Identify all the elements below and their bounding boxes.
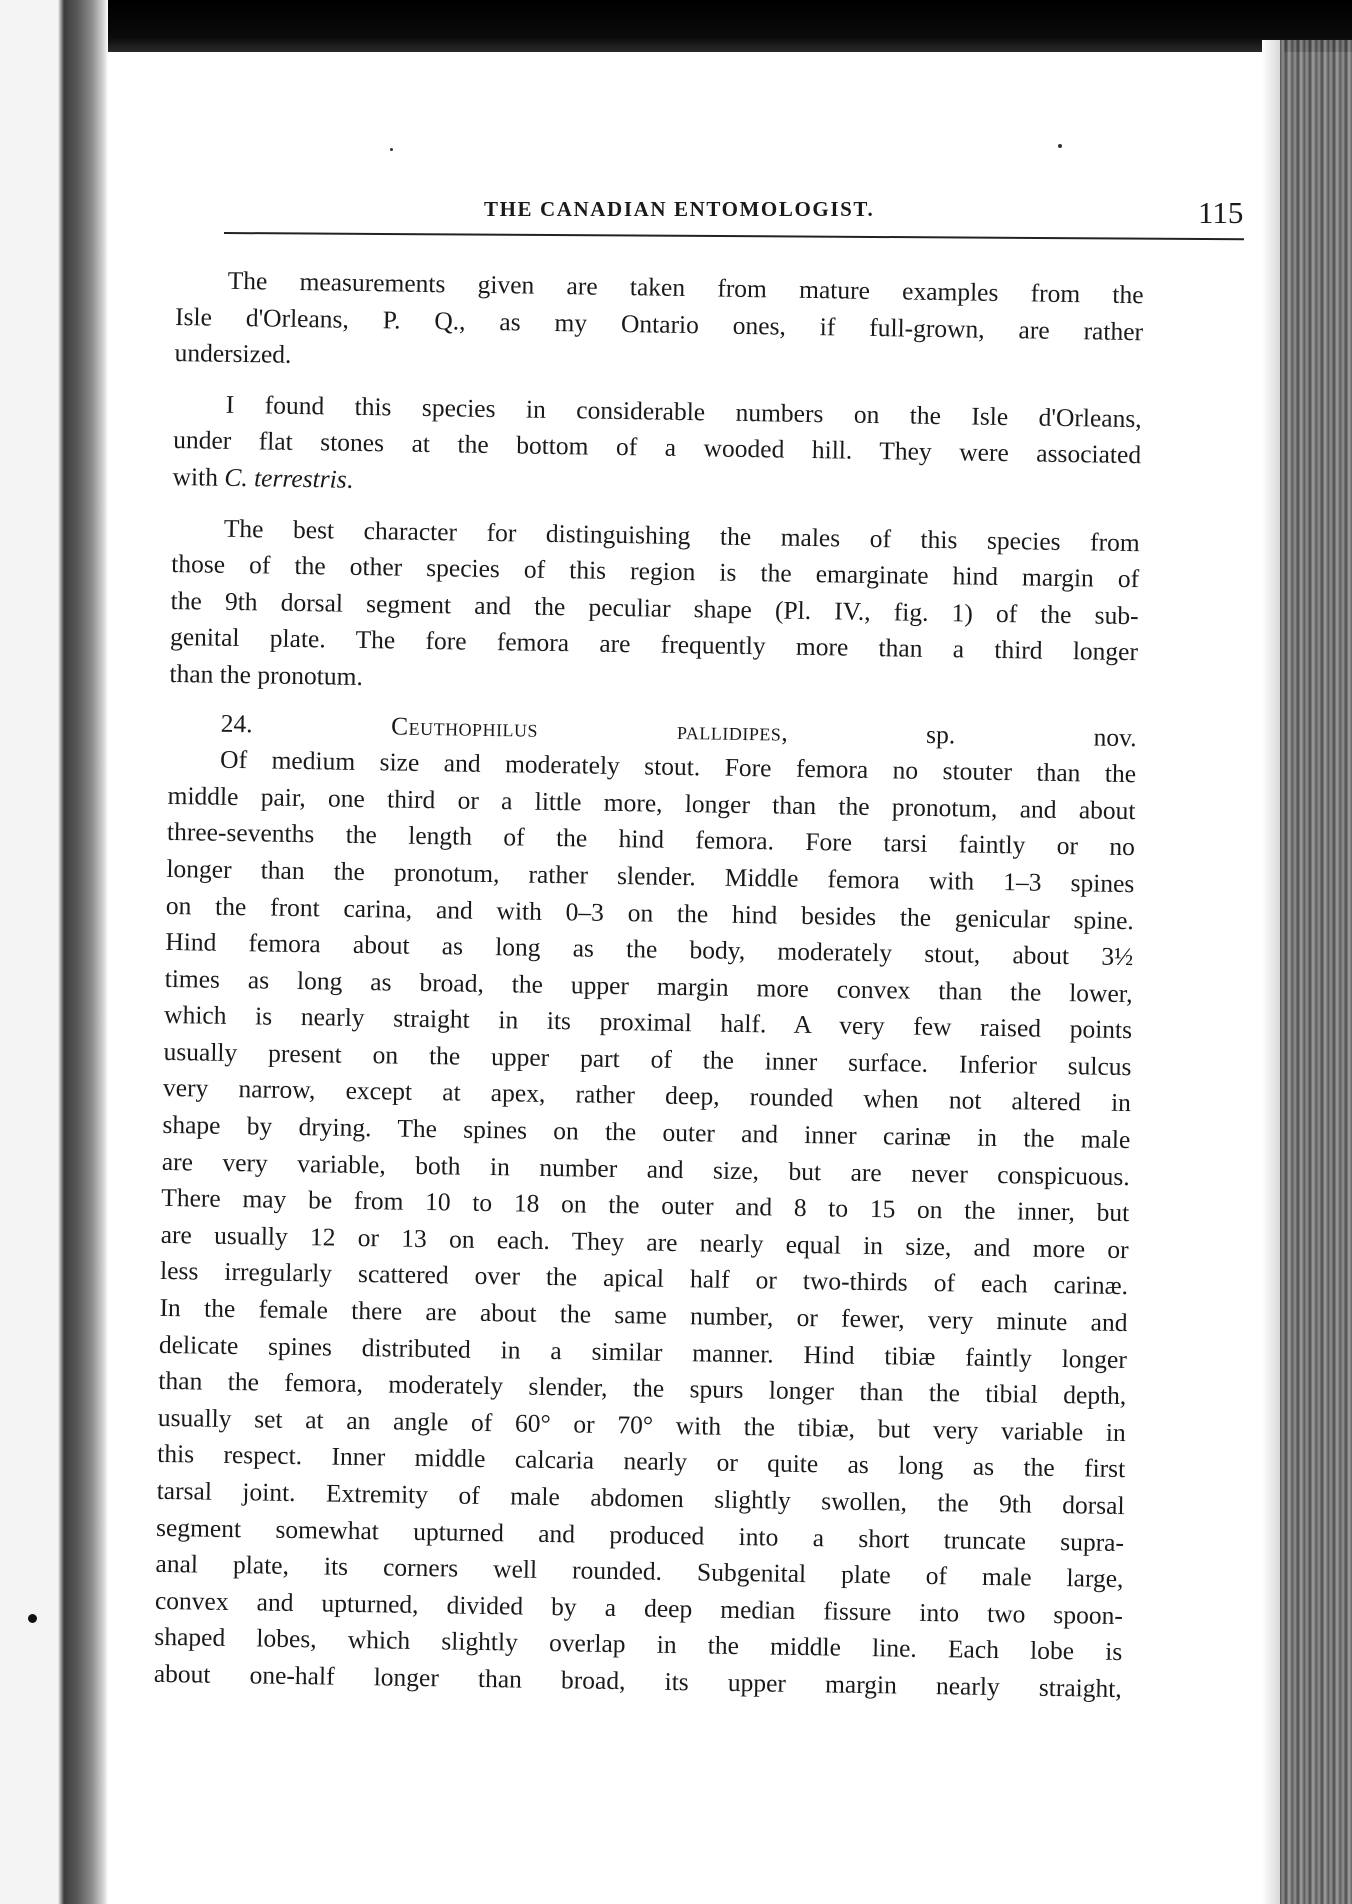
p2-line: with C. terrestris. bbox=[172, 461, 354, 494]
p4-line: very narrow, except at apex, rather deep, rounded when not altered in bbox=[162, 1073, 1132, 1118]
page-stack-edge bbox=[1280, 40, 1352, 1904]
p4-line: usually present on the upper part of the inner surface. Inferior sulcus bbox=[163, 1036, 1132, 1081]
p4-line: are usually 12 or 13 on each. They are nearly equal in size, and more or bbox=[160, 1219, 1129, 1264]
p4-line: on the front carina, and with 0–3 on the hind besides the genicular spine. bbox=[165, 890, 1135, 935]
p4-line: usually set at an angle of 60° or 70° with the tibiæ, but very variable in bbox=[157, 1402, 1126, 1447]
speck bbox=[1058, 144, 1062, 148]
p4-line: less irregularly scattered over the apical half or two-thirds of each carinæ. bbox=[159, 1256, 1129, 1301]
p4-line: shaped lobes, which slightly overlap in the middle line. Each lobe is bbox=[154, 1622, 1123, 1667]
p4-line: anal plate, its corners well rounded. Subgenital plate of male large, bbox=[155, 1549, 1124, 1594]
p3-line: The best character for distinguishing the males of this species from bbox=[223, 513, 1140, 557]
speck bbox=[390, 148, 393, 151]
p3-line: than the pronotum. bbox=[169, 658, 364, 691]
p4-line: about one-half longer than broad, its upper margin nearly straight, bbox=[153, 1658, 1122, 1703]
book-spine-shadow bbox=[0, 0, 108, 1904]
p1-line: undersized. bbox=[174, 338, 292, 370]
p4-line: tarsal joint. Extremity of male abdomen slightly swollen, the 9th dorsal bbox=[156, 1475, 1125, 1521]
p4-line: shape by drying. The spines on the outer and inner carinæ in the male bbox=[162, 1109, 1131, 1155]
p4-line: There may be from 10 to 18 on the outer and 8 to 15 on the inner, but bbox=[161, 1183, 1130, 1228]
p3-line: those of the other species of this region is the emarginate hind margin of bbox=[171, 549, 1140, 594]
p4-line: middle pair, one third or a little more, longer than the pronotum, and about bbox=[167, 780, 1136, 825]
p4-line: than the femora, moderately slender, the spurs longer than the tibial depth, bbox=[158, 1366, 1127, 1411]
book-page bbox=[108, 52, 1262, 1904]
p2-line: I found this species in considerable numbers on the Isle d'Orleans, bbox=[225, 389, 1142, 433]
p4-line: longer than the pronotum, rather slender. Middle femora with 1–3 spines bbox=[166, 853, 1135, 899]
p4-line: Hind femora about as long as the body, moderately stout, about 3½ bbox=[165, 927, 1134, 972]
p1-line: The measurements given are taken from mature examples from the bbox=[227, 265, 1144, 310]
page-number: 115 bbox=[1198, 195, 1244, 230]
p4-line: In the female there are about the same number, or fewer, very minute and bbox=[159, 1292, 1128, 1338]
species-name: Ceuthophilus pallidipes bbox=[390, 710, 782, 747]
p2-line: under flat stones at the bottom of a wooded hill. They were associated bbox=[172, 425, 1142, 470]
p4-line: three-sevenths the length of the hind femora. Fore tarsi faintly or no bbox=[166, 817, 1136, 862]
p4-line: Of medium size and moderately stout. Fore femora no stouter than the bbox=[219, 744, 1137, 789]
margin-dot bbox=[28, 1614, 37, 1623]
scan-top-shadow bbox=[0, 0, 1352, 52]
running-head: THE CANADIAN ENTOMOLOGIST. bbox=[484, 197, 875, 221]
p4-line: this respect. Inner middle calcaria nearly or quite as long as the first bbox=[157, 1439, 1126, 1484]
p3-line: genital plate. The fore femora are frequently more than a third longer bbox=[169, 622, 1139, 667]
p4-line: segment somewhat upturned and produced into a short truncate supra- bbox=[155, 1512, 1125, 1557]
header-rule bbox=[224, 232, 1244, 240]
p4-line: which is nearly straight in its proximal half. A very few raised points bbox=[163, 1000, 1133, 1045]
body-text bbox=[154, 262, 1144, 1708]
p1-line: Isle d'Orleans, P. Q., as my Ontario ones, if full-grown, are rather bbox=[174, 301, 1144, 346]
p4-line: delicate spines distributed in a similar manner. Hind tibiæ faintly longer bbox=[158, 1329, 1128, 1374]
p4-line: times as long as broad, the upper margin more convex than the lower, bbox=[164, 963, 1133, 1008]
p3-line: the 9th dorsal segment and the peculiar shape (Pl. IV., fig. 1) of the sub- bbox=[170, 585, 1139, 630]
p4-line: convex and upturned, divided by a deep median fissure into two spoon- bbox=[154, 1585, 1124, 1630]
p4-line: are very variable, both in number and size, but are never conspicuous. bbox=[161, 1146, 1130, 1191]
species-number: 24. bbox=[220, 708, 253, 738]
species-suffix: , sp. nov. bbox=[781, 717, 1137, 752]
